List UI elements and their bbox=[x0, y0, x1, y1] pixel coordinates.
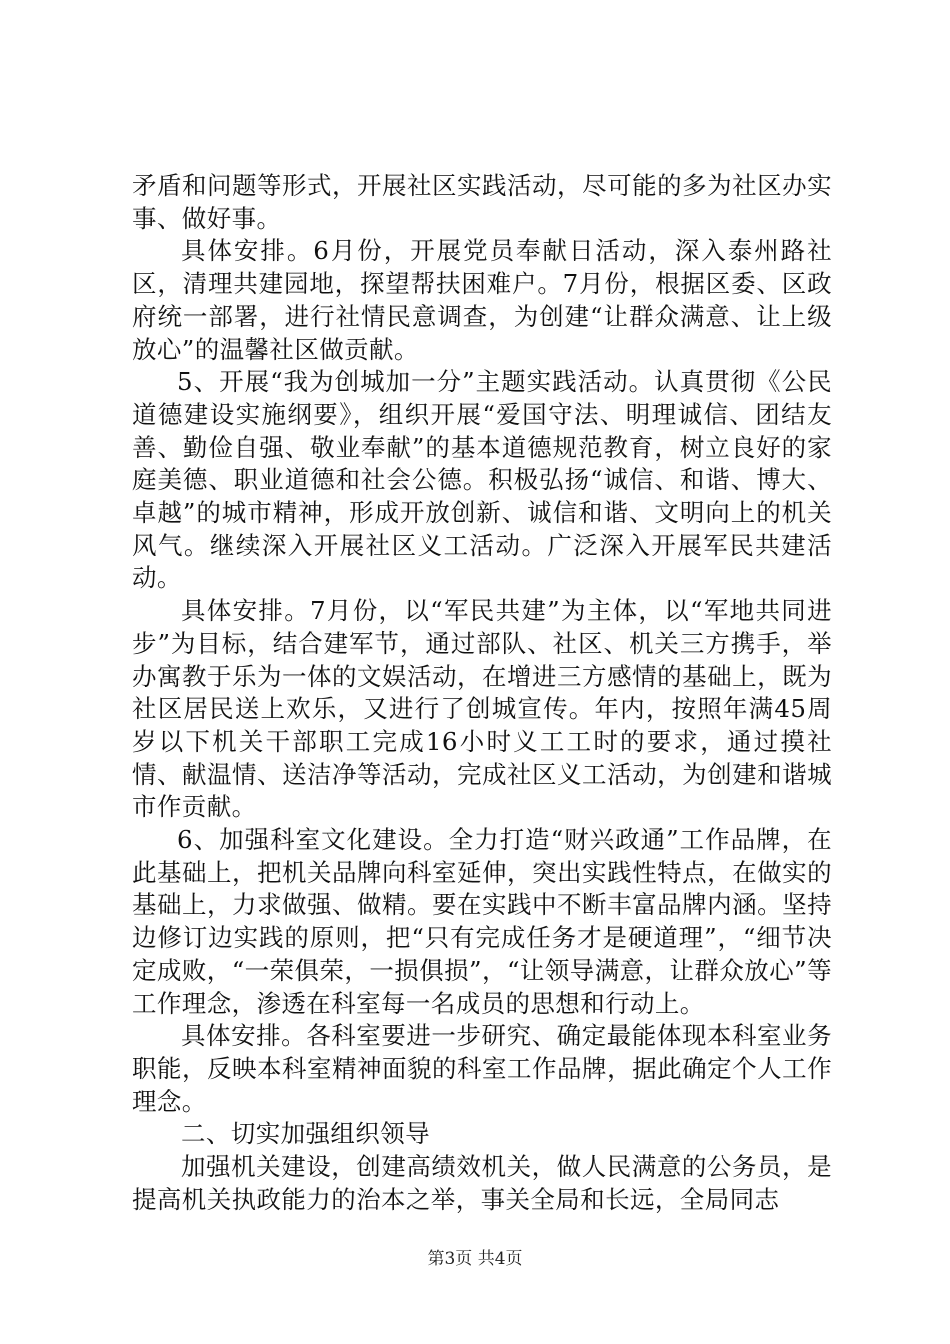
paragraph-item-5: 5、开展“我为创城加一分”主题实践活动。认真贯彻《公民道德建设实施纲要》，组织开展“爱国守法、明理诚信、团结友善、勤俭自强、敬业奉献”的基本道德规范教育，树立良好的家庭美德、职业道德和社会公德。积极弘扬“诚信、和谐、博大、卓越”的城市精神，形成开放创新、诚信和谐、文明向上的机关风气。继续深入开展社区义工活动。广泛深入开展军民共建活动。 bbox=[132, 367, 832, 593]
page-footer: 第3页 共4页 bbox=[427, 1249, 523, 1269]
body-text bbox=[132, 170, 832, 1217]
paragraph-schedule-june-july: 具体安排。6月份，开展党员奉献日活动，深入泰州路社区，清理共建园地，探望帮扶困难户。7月份，根据区委、区政府统一部署，进行社情民意调查，为创建“让群众满意、让上级放心”的温馨社区做贡献。 bbox=[132, 236, 832, 364]
paragraph-schedule-offices: 具体安排。各科室要进一步研究、确定最能体现本科室业务职能，反映本科室精神面貌的科室工作品牌，据此确定个人工作理念。 bbox=[132, 1021, 832, 1116]
paragraph-organization: 加强机关建设，创建高绩效机关，做人民满意的公务员，是提高机关执政能力的治本之举，事关全局和长远，全局同志 bbox=[132, 1152, 832, 1214]
section-heading-organization: 二、切实加强组织领导 bbox=[181, 1119, 430, 1149]
paragraph-continuation: 矛盾和问题等形式，开展社区实践活动，尽可能的多为社区办实事、做好事。 bbox=[132, 171, 832, 233]
paragraph-item-6: 6、加强科室文化建设。全力打造“财兴政通”工作品牌，在此基础上，把机关品牌向科室延伸，突出实践性特点，在做实的基础上，力求做强、做精。要在实践中不断丰富品牌内涵。坚持边修订边实践的原则，把“只有完成任务才是硬道理”，“细节决定成败，“一荣俱荣，一损俱损”，“让领导满意，让群众放心”等工作理念，渗透在科室每一名成员的思想和行动上。 bbox=[132, 825, 832, 1018]
paragraph-schedule-july: 具体安排。7月份，以“军民共建”为主体，以“军地共同进步”为目标，结合建军节，通过部队、社区、机关三方携手，举办寓教于乐为一体的文娱活动，在增进三方感情的基础上，既为社区居民送上欢乐，又进行了创城宣传。年内，按照年满45周岁以下机关干部职工完成16小时义工工时的要求，通过摸社情、献温情、送洁净等活动，完成社区义工活动，为创建和谐城市作贡献。 bbox=[132, 596, 832, 822]
